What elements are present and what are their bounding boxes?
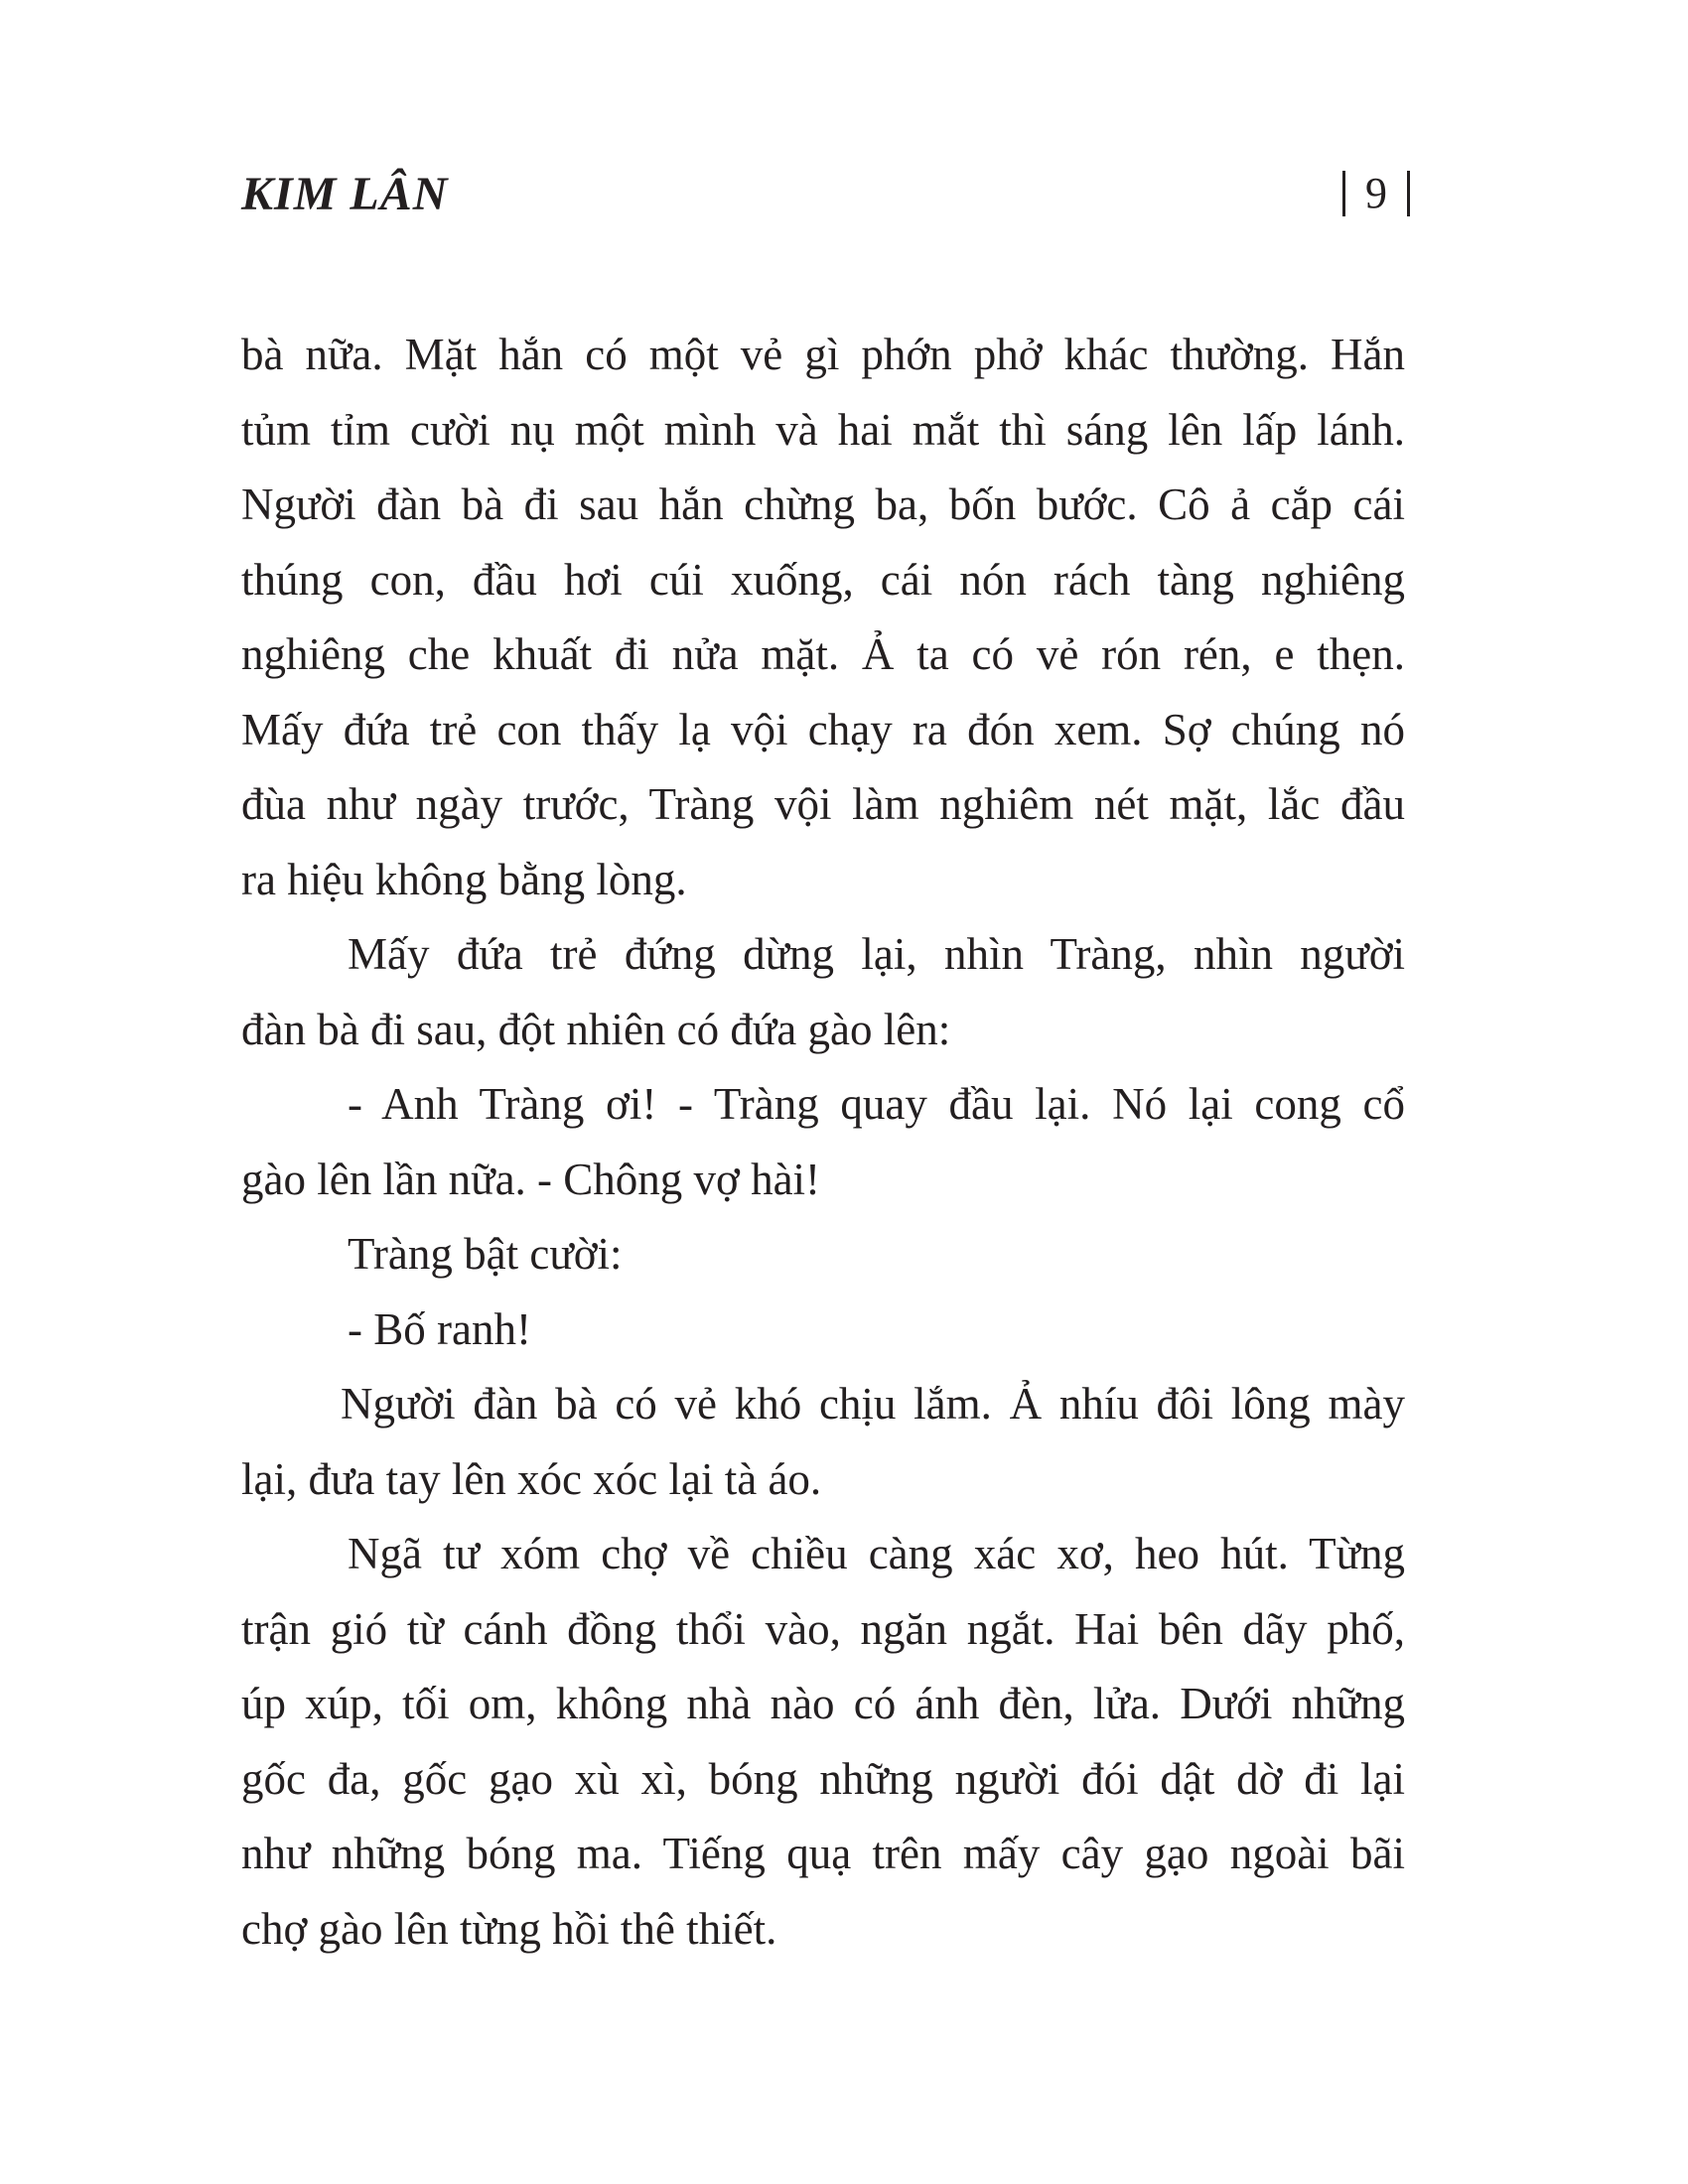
body-text bbox=[241, 318, 1405, 1967]
text-line: - Bố ranh! bbox=[348, 1303, 531, 1354]
text-line: Người đàn bà có vẻ khó chịu lắm. Ả nhíu đôi lông mày bbox=[341, 1379, 1405, 1429]
text-line: Mấy đứa trẻ con thấy lạ vội chạy ra đón xem. Sợ chúng nó bbox=[241, 704, 1405, 754]
text-line: - Anh Tràng ơi! - Tràng quay đầu lại. Nó lại cong cổ bbox=[348, 1079, 1405, 1129]
text-line: gốc đa, gốc gạo xù xì, bóng những người đói dật dờ đi lại bbox=[241, 1753, 1405, 1804]
text-line: đùa như ngày trước, Tràng vội làm nghiêm nét mặt, lắc đầu bbox=[241, 779, 1405, 829]
text-line: Ngã tư xóm chợ về chiều càng xác xơ, heo hút. Từng bbox=[348, 1529, 1405, 1578]
page-number-value: 9 bbox=[1365, 169, 1387, 217]
text-line: chợ gào lên từng hồi thê thiết. bbox=[241, 1903, 777, 1954]
page-number bbox=[1342, 171, 1410, 216]
text-line: như những bóng ma. Tiếng quạ trên mấy cây gạo ngoài bãi bbox=[241, 1829, 1405, 1878]
page-number-right-rule bbox=[1407, 171, 1410, 216]
text-line: nghiêng che khuất đi nửa mặt. Ả ta có vẻ rón rén, e thẹn. bbox=[241, 629, 1405, 679]
text-line: lại, đưa tay lên xóc xóc lại tà áo. bbox=[241, 1453, 822, 1504]
page-number-left-rule bbox=[1342, 171, 1345, 216]
text-line: trận gió từ cánh đồng thổi vào, ngăn ngắt. Hai bên dãy phố, bbox=[241, 1603, 1405, 1654]
running-header-author: KIM LÂN bbox=[241, 168, 449, 220]
text-line: thúng con, đầu hơi cúi xuống, cái nón rách tàng nghiêng bbox=[241, 554, 1405, 605]
text-line: bà nữa. Mặt hắn có một vẻ gì phớn phở khác thường. Hắn bbox=[241, 330, 1405, 379]
text-line: Mấy đứa trẻ đứng dừng lại, nhìn Tràng, nhìn người bbox=[348, 929, 1405, 979]
text-line: Tràng bật cười: bbox=[348, 1229, 623, 1279]
text-line: ra hiệu không bằng lòng. bbox=[241, 854, 687, 904]
text-line: tủm tỉm cười nụ một mình và hai mắt thì sáng lên lấp lánh. bbox=[241, 404, 1405, 455]
text-line: úp xúp, tối om, không nhà nào có ánh đèn, lửa. Dưới những bbox=[241, 1679, 1405, 1728]
text-line: Người đàn bà đi sau hắn chừng ba, bốn bước. Cô ả cắp cái bbox=[241, 479, 1405, 529]
text-line: đàn bà đi sau, đột nhiên có đứa gào lên: bbox=[241, 1004, 951, 1054]
text-line: gào lên lần nữa. - Chông vợ hài! bbox=[241, 1154, 821, 1204]
